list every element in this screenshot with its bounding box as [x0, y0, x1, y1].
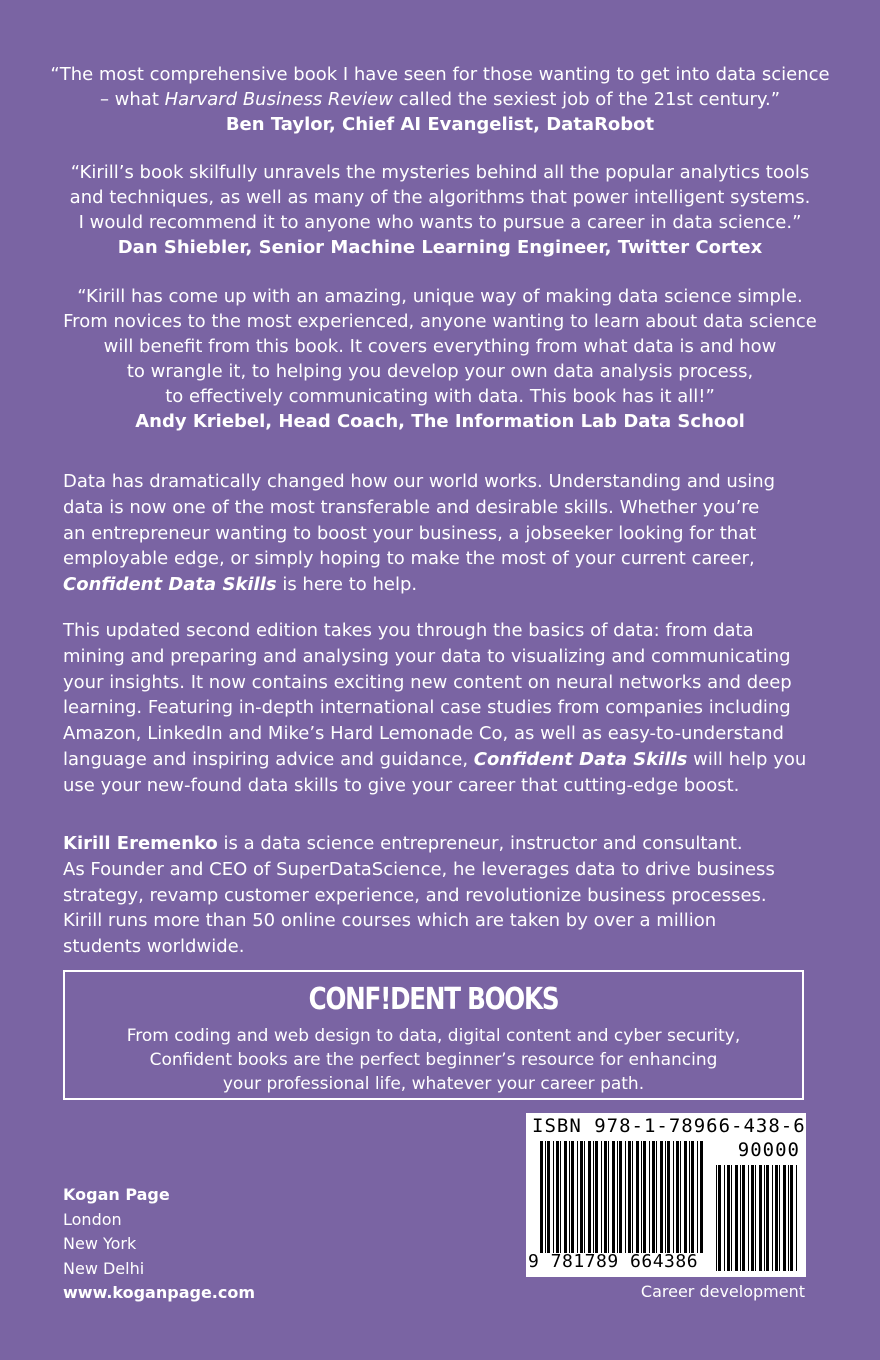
barcode-bar	[727, 1165, 730, 1271]
para-line: This updated second edition takes you through the basics of data: from data	[63, 620, 754, 641]
quote-line: “The most comprehensive book I have seen for those wanting to get into data science	[50, 64, 830, 85]
para-line: students worldwide.	[63, 936, 245, 958]
isbn-label: ISBN 978-1-78966-438-6	[532, 1115, 806, 1137]
publisher-url[interactable]: www.koganpage.com	[63, 1283, 256, 1302]
barcode-bar	[593, 1141, 594, 1253]
barcode-bar	[751, 1165, 754, 1271]
para-line: Data has dramatically changed how our world works. Understanding and using	[63, 471, 776, 492]
quote-attribution: Andy Kriebel, Head Coach, The Information Lab Data School	[135, 411, 745, 432]
barcode-bar	[545, 1141, 546, 1253]
publisher-block	[63, 1183, 255, 1306]
para-text: language and inspiring advice and guidance,	[63, 748, 474, 770]
series-line: From coding and web design to data, digital content and cyber security,	[126, 1026, 741, 1046]
barcode-bar	[764, 1165, 765, 1271]
author-bio	[63, 831, 823, 960]
category-label: Career development	[640, 1282, 805, 1301]
quote-shiebler	[40, 160, 840, 260]
barcode-bar	[735, 1165, 738, 1271]
description-intro	[63, 469, 823, 598]
quote-attribution: Ben Taylor, Chief AI Evangelist, DataRobot	[225, 114, 655, 135]
barcode-bar	[540, 1141, 543, 1253]
para-line: As Founder and CEO of SuperDataScience, he leverages data to drive business	[63, 858, 775, 880]
quote-line: and techniques, as well as many of the algorithms that power intelligent systems.	[69, 187, 811, 208]
quote-taylor	[40, 62, 840, 137]
barcode-bar	[604, 1141, 607, 1253]
quote-text: – what	[99, 89, 165, 110]
quote-line	[40, 87, 840, 112]
barcode-bar	[625, 1141, 626, 1253]
barcode-bar	[547, 1141, 550, 1253]
barcode-bar	[571, 1141, 574, 1253]
author-name: Kirill Eremenko	[63, 833, 218, 854]
barcode-bar	[619, 1141, 622, 1253]
quote-italic: Harvard Business Review	[164, 89, 393, 110]
description-edition	[63, 618, 823, 799]
barcode-bar	[580, 1141, 583, 1253]
barcode-bar	[718, 1165, 721, 1271]
price-code: 90000	[737, 1139, 800, 1161]
barcode-bar	[697, 1141, 698, 1253]
barcode-bar	[673, 1141, 674, 1253]
book-title: Confident Data Skills	[473, 748, 688, 770]
barcode-bar	[740, 1165, 741, 1271]
barcode-bar	[783, 1165, 786, 1271]
para-text: will help you	[687, 748, 807, 770]
barcode-bar	[790, 1165, 793, 1271]
barcode-bar	[643, 1141, 646, 1253]
quote-line: will benefit from this book. It covers everything from what data is and how	[103, 336, 777, 357]
series-brand: CONF!DENT BOOKS	[308, 982, 559, 1017]
para-line: your insights. It now contains exciting new content on neural networks and deep	[63, 671, 792, 693]
para-line: an entrepreneur wanting to boost your business, a jobseeker looking for that	[63, 522, 757, 544]
para-line	[63, 572, 823, 598]
barcode-bar	[684, 1141, 687, 1253]
barcode-bar	[617, 1141, 618, 1253]
barcode-bar	[632, 1141, 633, 1253]
para-line: strategy, revamp customer experience, and revolutionize business processes.	[63, 884, 767, 906]
barcode-bar	[569, 1141, 570, 1253]
para-line: data is now one of the most transferable and desirable skills. Whether you’re	[63, 496, 760, 518]
series-description	[65, 1024, 802, 1096]
para-line: Kirill runs more than 50 online courses which are taken by over a million	[63, 910, 717, 932]
barcode-bar	[652, 1141, 655, 1253]
publisher-city: New York	[63, 1234, 137, 1253]
barcode-bar	[689, 1141, 690, 1253]
barcode-bar	[748, 1165, 749, 1271]
para-text: is here to help.	[276, 574, 418, 596]
barcode-bar	[560, 1141, 561, 1253]
barcode-bar	[766, 1165, 769, 1271]
para-line: mining and preparing and analysing your data to visualizing and communicating	[63, 645, 791, 667]
series-line: your professional life, whatever your career path.	[222, 1074, 645, 1094]
quote-line: to wrangle it, to helping you develop your own data analysis process,	[126, 361, 754, 382]
barcode-bar	[628, 1141, 631, 1253]
para-line: learning. Featuring in-depth international case studies from companies including	[63, 697, 791, 719]
barcode-bar	[595, 1141, 598, 1253]
publisher-city: New Delhi	[63, 1258, 145, 1278]
para-line: employable edge, or simply hoping to make the most of your current career,	[63, 548, 755, 570]
barcode-bar	[601, 1141, 602, 1253]
barcode-bar	[779, 1165, 780, 1271]
barcode-bar	[775, 1165, 778, 1271]
isbn-barcode	[526, 1113, 806, 1277]
barcode-bar	[731, 1165, 732, 1271]
barcode-bar	[716, 1165, 717, 1271]
quote-line: “Kirill’s book skilfully unravels the mysteries behind all the popular analytics tools	[70, 162, 810, 183]
quote-line: From novices to the most experienced, anyone wanting to learn about data science	[63, 311, 817, 332]
barcode-bar	[788, 1165, 789, 1271]
barcode-bar	[564, 1141, 567, 1253]
barcode-bar	[667, 1141, 670, 1253]
para-text: is a data science entrepreneur, instructor and consultant.	[217, 833, 743, 854]
quote-text: called the sexiest job of the 21st century.”	[392, 89, 781, 110]
quote-line: I would recommend it to anyone who wants to pursue a career in data science.”	[78, 212, 802, 233]
barcode-bar	[772, 1165, 773, 1271]
series-line: Confident books are the perfect beginner’s resource for enhancing	[149, 1050, 718, 1070]
barcode-bar	[588, 1141, 591, 1253]
para-line: use your new-found data skills to give your career that cutting-edge boost.	[63, 774, 740, 796]
barcode-bar	[577, 1141, 578, 1253]
quote-line: “Kirill has come up with an amazing, unique way of making data science simple.	[77, 286, 803, 307]
barcode-bar	[665, 1141, 666, 1253]
quote-attribution: Dan Shiebler, Senior Machine Learning Engineer, Twitter Cortex	[117, 237, 763, 258]
quote-line: to effectively communicating with data. This book has it all!”	[165, 386, 715, 407]
barcode-bar	[755, 1165, 756, 1271]
series-box	[63, 970, 804, 1100]
barcode-bar	[759, 1165, 762, 1271]
barcode-bar	[700, 1141, 703, 1253]
quote-kriebel	[40, 284, 840, 434]
publisher-name: Kogan Page	[63, 1185, 170, 1204]
barcode-bar	[676, 1141, 679, 1253]
barcode-bar	[641, 1141, 642, 1253]
barcode-bar	[660, 1141, 663, 1253]
barcode-bar	[680, 1141, 681, 1253]
barcode-bar	[584, 1141, 585, 1253]
barcode-bar	[608, 1141, 609, 1253]
barcode-bar	[553, 1141, 554, 1253]
barcode-bar	[636, 1141, 639, 1253]
book-title: Confident Data Skills	[63, 574, 277, 596]
barcode-bar	[612, 1141, 615, 1253]
barcode-bar	[742, 1165, 745, 1271]
para-line	[63, 747, 823, 773]
barcode-bar	[656, 1141, 657, 1253]
barcode-bar	[724, 1165, 725, 1271]
barcode-bar	[649, 1141, 650, 1253]
barcode-bar	[556, 1141, 559, 1253]
publisher-city: London	[63, 1209, 122, 1229]
para-line: Amazon, LinkedIn and Mike’s Hard Lemonade Co, as well as easy-to-understand	[63, 723, 784, 745]
barcode-bar	[691, 1141, 694, 1253]
barcode-bar	[796, 1165, 797, 1271]
barcode-digits: 9 781789 664386	[528, 1251, 699, 1272]
para-line	[63, 831, 823, 857]
